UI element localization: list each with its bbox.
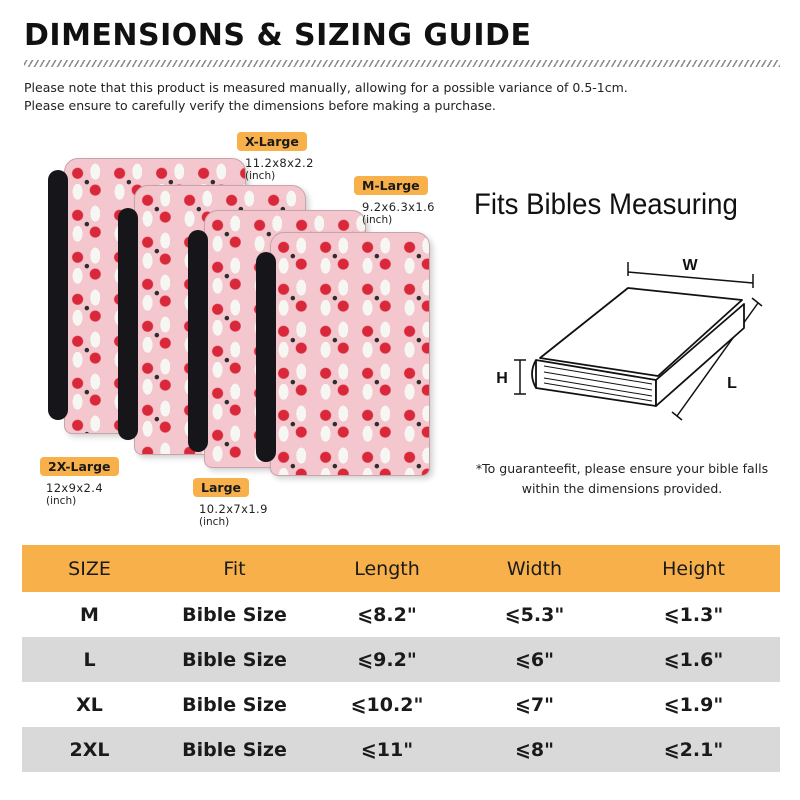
cell-length: ⩽11"	[312, 727, 462, 772]
cell-size: M	[22, 592, 157, 637]
table-row	[22, 727, 780, 772]
size-unit: (inch)	[362, 214, 393, 226]
cover-handle	[48, 170, 68, 420]
closed-book	[532, 288, 744, 406]
cell-length: ⩽8.2"	[312, 592, 462, 637]
header-width: Width	[462, 545, 607, 592]
width-dimension	[628, 257, 753, 288]
callout-large	[193, 477, 268, 528]
size-unit: (inch)	[245, 170, 276, 182]
size-dimensions: 11.2x8x2.2	[245, 156, 314, 170]
l-label: L	[727, 375, 737, 392]
size-dimensions: 10.2x7x1.9	[199, 502, 268, 516]
cell-width: ⩽5.3"	[462, 592, 607, 637]
cover-handle	[118, 208, 138, 440]
header-size: SIZE	[22, 545, 157, 592]
cell-height: ⩽1.9"	[607, 682, 780, 727]
cell-fit: Bible Size	[157, 727, 312, 772]
size-label: M-Large	[354, 176, 428, 195]
size-label: 2X-Large	[40, 457, 119, 476]
size-table	[22, 545, 780, 772]
table-row	[22, 592, 780, 637]
size-dimensions: 9.2x6.3x1.6	[362, 200, 435, 214]
cell-width: ⩽8"	[462, 727, 607, 772]
cell-size: L	[22, 637, 157, 682]
size-unit: (inch)	[46, 495, 77, 507]
table-header-row	[22, 545, 780, 592]
cell-size: 2XL	[22, 727, 157, 772]
cover-m-large	[270, 232, 430, 476]
cell-height: ⩽1.3"	[607, 592, 780, 637]
fit-disclaimer-line1: *To guaranteefit, please ensure your bible falls	[475, 461, 769, 476]
height-dimension	[496, 360, 526, 394]
book-diagram-icon	[480, 248, 780, 428]
table-row	[22, 637, 780, 682]
page-title: DIMENSIONS & SIZING GUIDE	[24, 18, 532, 53]
size-unit: (inch)	[199, 516, 230, 528]
cover-handle	[188, 230, 208, 452]
cell-size: XL	[22, 682, 157, 727]
fits-heading: Fits Bibles Measuring	[474, 188, 738, 221]
callout-2x-large	[40, 456, 119, 507]
cell-fit: Bible Size	[157, 637, 312, 682]
cell-height: ⩽1.6"	[607, 637, 780, 682]
callout-x-large	[237, 131, 314, 182]
header-height: Height	[607, 545, 780, 592]
measurement-note: Please note that this product is measured manually, allowing for a possible variance of 0.5-1cm.	[24, 80, 628, 95]
fit-disclaimer-line2: within the dimensions provided.	[521, 481, 723, 496]
size-dimensions: 12x9x2.4	[46, 481, 104, 495]
header-fit: Fit	[157, 545, 312, 592]
h-label: H	[496, 370, 508, 387]
cover-handle	[256, 252, 276, 462]
w-label: W	[682, 257, 698, 274]
cell-length: ⩽10.2"	[312, 682, 462, 727]
size-label: X-Large	[237, 132, 307, 151]
callout-m-large	[354, 175, 435, 226]
cell-fit: Bible Size	[157, 592, 312, 637]
cell-height: ⩽2.1"	[607, 727, 780, 772]
table-row	[22, 682, 780, 727]
cell-length: ⩽9.2"	[312, 637, 462, 682]
cell-width: ⩽7"	[462, 682, 607, 727]
cell-width: ⩽6"	[462, 637, 607, 682]
size-label: Large	[193, 478, 249, 497]
header-length: Length	[312, 545, 462, 592]
cell-fit: Bible Size	[157, 682, 312, 727]
verify-note: Please ensure to carefully verify the dimensions before making a purchase.	[24, 98, 496, 113]
